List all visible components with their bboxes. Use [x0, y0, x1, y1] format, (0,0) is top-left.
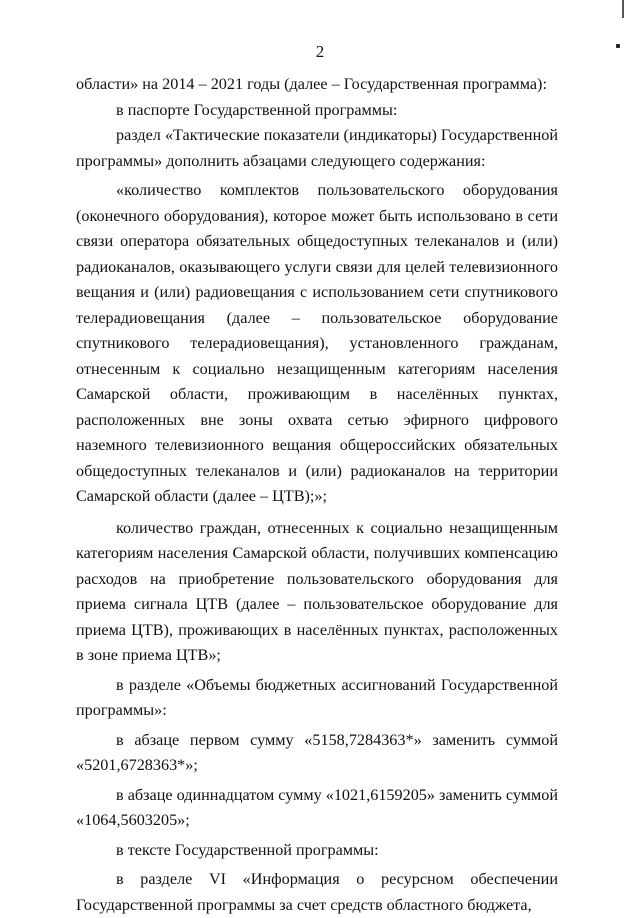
paragraph-equipment-indicator: «количество комплектов пользовательского оборудования (оконечного оборудования), которое может быть использовано в сети связи оператора обязательных общедоступных телеканалов и (или) радиоканалов, оказывающего услуги связи для целей телевизионного вещания и (или) радиовещания с использованием сети спутникового телерадиовещания (далее – пользовательское оборудование спутникового телерадиовещания), установленного гражданам, отнесенным к социально незащищенным категориям населения Самарской области, проживающим в населённых пунктах, расположенных вне зоны охвата сетью эфирного цифрового наземного телевизионного вещания общероссийских обязательных общедоступных телеканалов и (или) радиоканалов на территории Самарской области (далее – ЦТВ);»; — [76, 181, 558, 505]
paragraph-continuation: области» на 2014 – 2021 годы (далее – Государственная программа): — [76, 75, 547, 93]
paragraph-eleventh-amount: в абзаце одиннадцатом сумму «1021,6159205» заменить суммой «1064,5603205»; — [76, 785, 558, 829]
paragraph-passport-heading: в паспорте Государственной программы: — [116, 100, 398, 119]
page-number: 2 — [315, 42, 325, 61]
document-body — [76, 72, 558, 918]
paragraph-tactical-indicators: раздел «Тактические показатели (индикаторы) Государственной программы» дополнить абзацами следующего содержания: — [76, 126, 558, 170]
paragraph-first-amount: в абзаце первом сумму «5158,7284363*» заменить суммой «5201,6728363*»; — [76, 730, 558, 774]
paragraph-section-six: в разделе VI «Информация о ресурсном обеспечении Государственной программы за счет средств областного бюджета, — [76, 870, 558, 914]
scan-edge-mark — [622, 0, 624, 18]
paragraph-compensation-indicator: количество граждан, отнесенных к социально незащищенным категориям населения Самарской области, получивших компенсацию расходов на приобретение пользовательского оборудования для приема сигнала ЦТВ (далее – пользовательское оборудование для приема ЦТВ), проживающих в населённых пунктах, расположенных в зоне приема ЦТВ»; — [76, 518, 558, 664]
paragraph-budget-section: в разделе «Объемы бюджетных ассигнований Государственной программы»: — [76, 675, 558, 719]
paragraph-program-text: в тексте Государственной программы: — [116, 840, 379, 859]
